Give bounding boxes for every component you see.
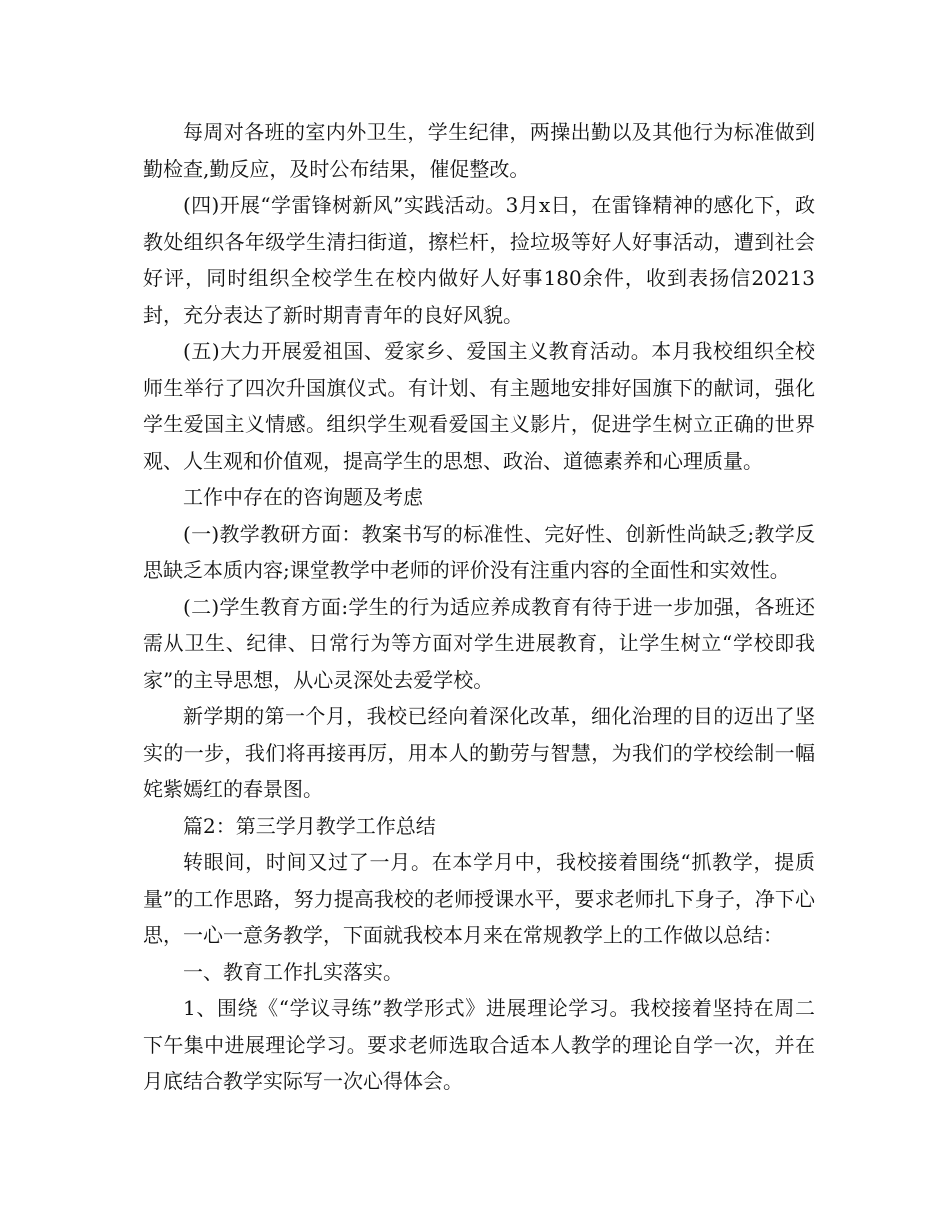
section-heading-part-2: 篇2：第三学月教学工作总结 [183,813,436,838]
document-body [143,114,815,1100]
paragraph-lei-feng-activity: (四)开展“学雷锋树新风”实践活动。3月x日，在雷锋精神的感化下，政教处组织各年级学生清扫街道，擦栏杆，捡垃圾等好人好事活动，遭到社会好评，同时组织全校学生在校内做好人好事180余件，收到表扬信20213封，充分表达了新时期青青年的良好风貌。 [143,193,815,327]
section-heading-problems: 工作中存在的咨询题及考虑 [183,485,423,509]
paragraph-theory-study: 1、围绕《“学议寻练”教学形式》进展理论学习。我校接着坚持在周二下午集中进展理论学习。要求老师选取合适本人教学的理论自学一次，并在月底结合教学实际写一次心得体会。 [143,996,815,1093]
section-heading-education-work: 一、教育工作扎实落实。 [183,959,403,984]
paragraph-student-education-issues: (二)学生教育方面:学生的行为适应养成教育有待于进一步加强，各班还需从卫生、纪律、日常行为等方面对学生进展教育，让学生树立“学校即我家”的主导思想，从心灵深处去爱学校。 [143,594,815,692]
paragraph-month-conclusion: 新学期的第一个月，我校已经向着深化改革，细化治理的目的迈出了坚实的一步，我们将再接再厉，用本人的勤劳与智慧，为我们的学校绘制一幅姹紫嫣红的春景图。 [143,704,815,801]
paragraph-patriotic-education: (五)大力开展爱祖国、爱家乡、爱国主义教育活动。本月我校组织全校师生举行了四次升国旗仪式。有计划、有主题地安排好国旗下的献词，强化学生爱国主义情感。组织学生观看爱国主义影片，促进学生树立正确的世界观、人生观和价值观，提高学生的思想、政治、道德素养和心理质量。 [143,339,815,473]
paragraph-hygiene-discipline-check: 每周对各班的室内外卫生，学生纪律，两操出勤以及其他行为标准做到勤检查,勤反应，及时公布结果，催促整改。 [143,120,815,181]
paragraph-teaching-research-issues: (一)教学教研方面：教案书写的标准性、完好性、创新性尚缺乏;教学反思缺乏本质内容;课堂教学中老师的评价没有注重内容的全面性和实效性。 [143,521,815,582]
paragraph-part-2-intro: 转眼间，时间又过了一月。在本学月中，我校接着围绕“抓教学，提质量”的工作思路，努力提高我校的老师授课水平，要求老师扎下身子，净下心思，一心一意务教学，下面就我校本月来在常规教学上的工作做以总结： [143,850,815,947]
